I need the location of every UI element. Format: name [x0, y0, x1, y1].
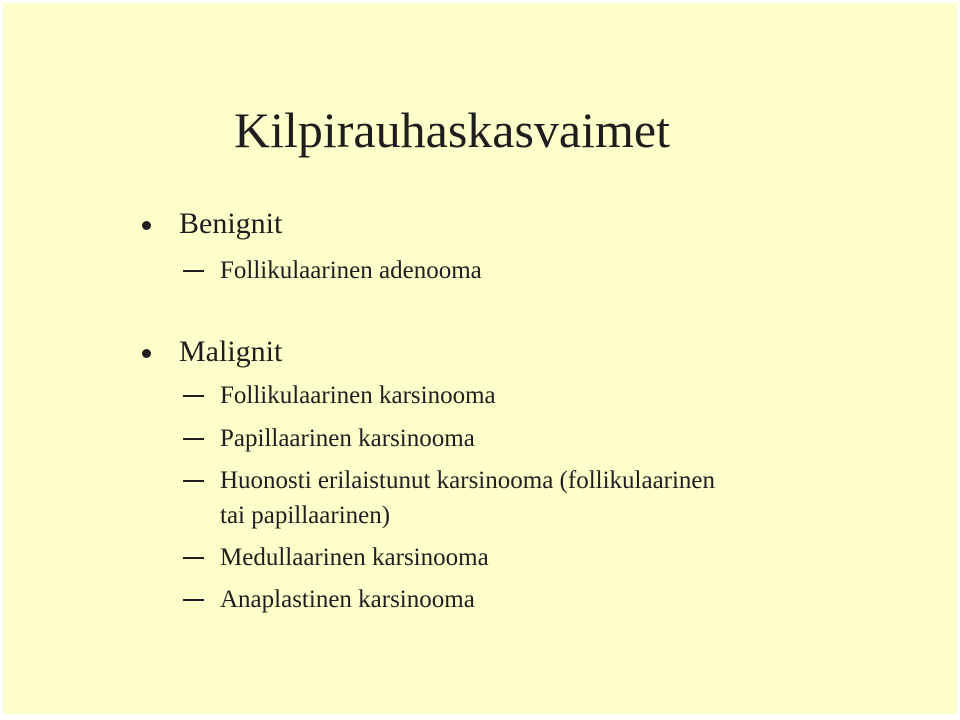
- dash-icon: [183, 599, 204, 601]
- bullet-dot-icon: [142, 349, 151, 358]
- list-item: Anaplastinen karsinooma: [220, 586, 475, 613]
- list-item: Papillaarinen karsinooma: [220, 425, 475, 452]
- dash-icon: [183, 395, 204, 397]
- list-item: Follikulaarinen karsinooma: [220, 382, 496, 409]
- list-item: Medullaarinen karsinooma: [220, 544, 489, 571]
- dash-icon: [183, 557, 204, 559]
- slide-title: Kilpirauhaskasvaimet: [234, 102, 670, 158]
- bullet-dot-icon: [142, 221, 151, 230]
- list-item: Follikulaarinen adenooma: [220, 257, 482, 284]
- section-heading-malignit: Malignit: [179, 335, 283, 368]
- list-item-continuation: tai papillaarinen): [220, 502, 391, 529]
- dash-icon: [183, 480, 204, 482]
- dash-icon: [183, 270, 204, 272]
- slide: [3, 3, 957, 714]
- dash-icon: [183, 438, 204, 440]
- list-item: Huonosti erilaistunut karsinooma (follikulaarinen: [220, 467, 716, 494]
- section-heading-benignit: Benignit: [179, 207, 283, 240]
